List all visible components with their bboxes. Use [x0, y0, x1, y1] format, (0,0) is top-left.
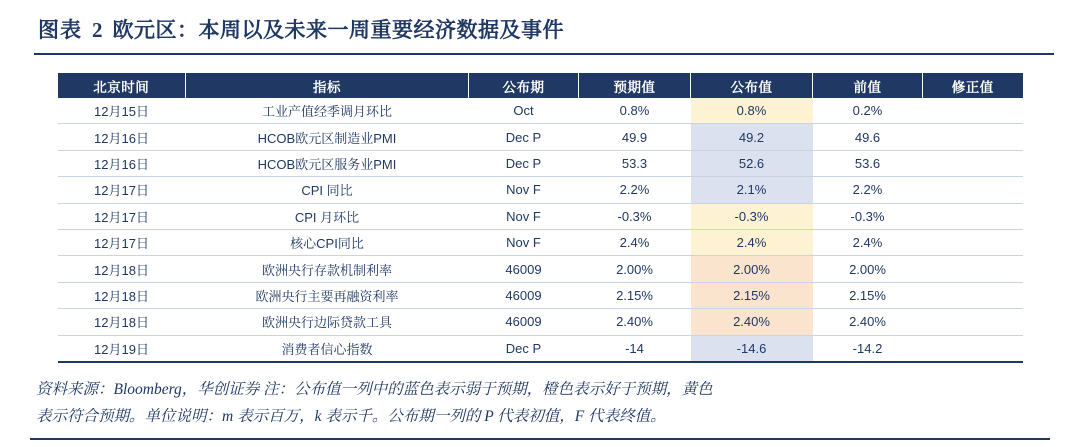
cell-actual: -0.3% [691, 203, 813, 229]
cell-datetime: 12月16日 [58, 150, 186, 176]
cell-actual: 0.8% [691, 98, 813, 124]
economic-calendar-table [58, 73, 1023, 363]
cell-datetime: 12月18日 [58, 282, 186, 308]
cell-actual: 2.4% [691, 229, 813, 255]
cell-previous: 2.4% [813, 229, 923, 255]
cell-revised [923, 309, 1023, 335]
cell-revised [923, 150, 1023, 176]
cell-revised [923, 335, 1023, 362]
table-row [58, 98, 1023, 124]
cell-actual: 2.40% [691, 309, 813, 335]
table-body [58, 98, 1023, 362]
table-row [58, 282, 1023, 308]
cell-forecast: 0.8% [579, 98, 691, 124]
cell-period: 46009 [469, 282, 579, 308]
footnote-line-2: 表示符合预期。单位说明：m 表示百万，k 表示千。公布期一列的 P 代表初值，F 代表终值。 [36, 407, 666, 425]
cell-datetime: 12月18日 [58, 256, 186, 282]
figure-footnote [30, 363, 1056, 430]
cell-previous: 53.6 [813, 150, 923, 176]
cell-revised [923, 203, 1023, 229]
cell-forecast: 2.15% [579, 282, 691, 308]
cell-period: Dec P [469, 150, 579, 176]
cell-previous: -0.3% [813, 203, 923, 229]
footnote-line-1: 资料来源：Bloomberg，华创证券 注：公布值一列中的蓝色表示弱于预期，橙色表示好于预期，黄色 [36, 380, 713, 398]
cell-indicator: 消费者信心指数 [186, 335, 469, 362]
cell-indicator: 欧洲央行存款机制利率 [186, 256, 469, 282]
cell-previous: 2.00% [813, 256, 923, 282]
cell-actual: 49.2 [691, 124, 813, 150]
cell-revised [923, 229, 1023, 255]
column-header-actual: 公布值 [691, 73, 813, 98]
cell-forecast: 49.9 [579, 124, 691, 150]
cell-indicator: 核心CPI同比 [186, 229, 469, 255]
table-row [58, 229, 1023, 255]
cell-previous: 0.2% [813, 98, 923, 124]
cell-period: 46009 [469, 256, 579, 282]
cell-forecast: -14 [579, 335, 691, 362]
cell-indicator: 欧洲央行边际贷款工具 [186, 309, 469, 335]
cell-revised [923, 177, 1023, 203]
cell-actual: 2.15% [691, 282, 813, 308]
cell-datetime: 12月15日 [58, 98, 186, 124]
figure-title-text: 欧元区：本周以及未来一周重要经济数据及事件 [112, 18, 564, 42]
cell-period: Nov F [469, 177, 579, 203]
cell-previous: -14.2 [813, 335, 923, 362]
cell-forecast: 2.2% [579, 177, 691, 203]
cell-datetime: 12月17日 [58, 177, 186, 203]
table-header-row [58, 73, 1023, 98]
cell-actual: -14.6 [691, 335, 813, 362]
cell-revised [923, 282, 1023, 308]
column-header-datetime: 北京时间 [58, 73, 186, 98]
table-row [58, 124, 1023, 150]
table-row [58, 150, 1023, 176]
cell-datetime: 12月16日 [58, 124, 186, 150]
cell-indicator: 欧洲央行主要再融资利率 [186, 282, 469, 308]
cell-forecast: 2.40% [579, 309, 691, 335]
cell-indicator: HCOB欧元区服务业PMI [186, 150, 469, 176]
cell-actual: 2.00% [691, 256, 813, 282]
cell-forecast: 2.4% [579, 229, 691, 255]
footer-divider [30, 438, 1050, 440]
column-header-forecast: 预期值 [579, 73, 691, 98]
cell-datetime: 12月17日 [58, 229, 186, 255]
cell-forecast: -0.3% [579, 203, 691, 229]
cell-period: Nov F [469, 203, 579, 229]
cell-period: Dec P [469, 335, 579, 362]
cell-datetime: 12月18日 [58, 309, 186, 335]
cell-previous: 2.40% [813, 309, 923, 335]
cell-datetime: 12月19日 [58, 335, 186, 362]
cell-previous: 49.6 [813, 124, 923, 150]
cell-actual: 52.6 [691, 150, 813, 176]
column-header-indicator: 指标 [186, 73, 469, 98]
column-header-period: 公布期 [469, 73, 579, 98]
figure-title [30, 0, 1050, 44]
cell-indicator: CPI 同比 [186, 177, 469, 203]
cell-revised [923, 124, 1023, 150]
cell-forecast: 53.3 [579, 150, 691, 176]
table-row [58, 309, 1023, 335]
cell-datetime: 12月17日 [58, 203, 186, 229]
column-header-revised: 修正值 [923, 73, 1023, 98]
column-header-previous: 前值 [813, 73, 923, 98]
cell-previous: 2.15% [813, 282, 923, 308]
table-row [58, 335, 1023, 362]
cell-revised [923, 256, 1023, 282]
cell-period: Oct [469, 98, 579, 124]
cell-period: 46009 [469, 309, 579, 335]
table-row [58, 256, 1023, 282]
cell-indicator: 工业产值经季调月环比 [186, 98, 469, 124]
figure-title-label: 图表 [38, 18, 82, 42]
cell-revised [923, 98, 1023, 124]
cell-period: Nov F [469, 229, 579, 255]
figure-title-number: 2 [92, 18, 103, 42]
title-divider [34, 53, 1054, 55]
cell-previous: 2.2% [813, 177, 923, 203]
cell-actual: 2.1% [691, 177, 813, 203]
cell-indicator: HCOB欧元区制造业PMI [186, 124, 469, 150]
cell-forecast: 2.00% [579, 256, 691, 282]
table-row [58, 177, 1023, 203]
cell-indicator: CPI 月环比 [186, 203, 469, 229]
table-row [58, 203, 1023, 229]
cell-period: Dec P [469, 124, 579, 150]
